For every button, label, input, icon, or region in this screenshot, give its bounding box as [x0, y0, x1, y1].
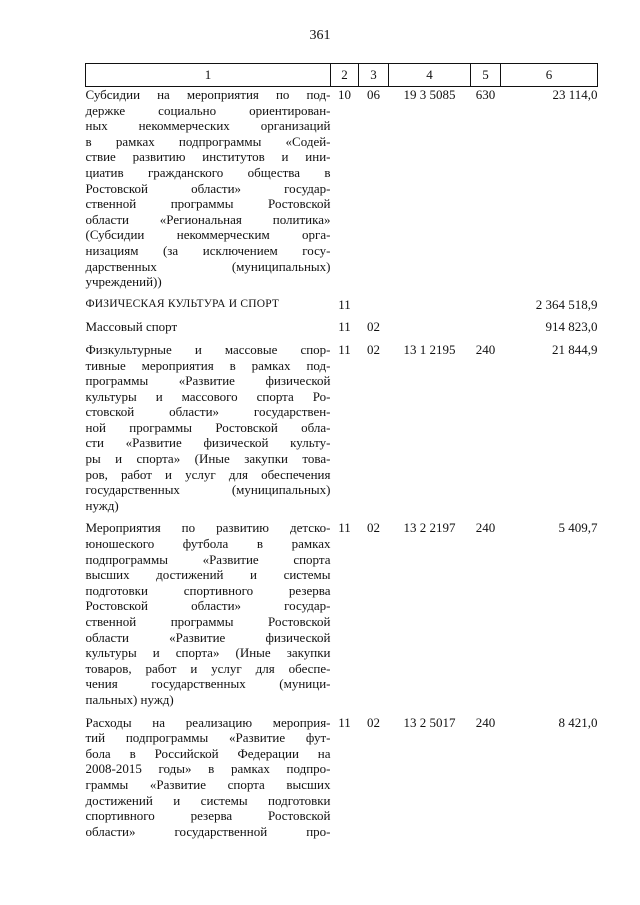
page-number: 361 [309, 28, 331, 43]
header-col-6: 6 [501, 64, 598, 87]
description-line: спортивного резерва Ростовской [85, 808, 331, 824]
table-header-row [86, 64, 598, 87]
table-row [86, 87, 598, 297]
description-line: ствие развитию институтов и ини- [85, 149, 331, 165]
table-row [86, 319, 598, 342]
description-line: учреждений)) [85, 274, 162, 290]
description-line: высших достижений и системы [85, 567, 331, 583]
description-line: циатив гражданского общества в [85, 164, 331, 180]
description-line: культуры и массового спорта Ро- [85, 388, 331, 404]
budget-table [85, 63, 598, 846]
table-row [86, 520, 598, 714]
row-description [86, 319, 331, 342]
subsection-code: 02 [367, 520, 380, 536]
table-body [86, 87, 598, 847]
description-line: достижений и системы подготовки [85, 792, 331, 808]
description-line: ФИЗИЧЕСКАЯ КУЛЬТУРА И СПОРТ [85, 297, 280, 310]
description-line: подпрограммы «Развитие спорта [85, 551, 331, 567]
amount: 2 364 518,9 [535, 296, 598, 312]
description-line: держке социально ориентирован- [85, 102, 331, 118]
description-line: товаров, работ и услуг для обеспе- [85, 660, 331, 676]
description-line: культуры и спорта» (Иные закупки [85, 645, 331, 661]
description-line: ственной программы Ростовской [85, 196, 331, 212]
description-line: нужд) [85, 497, 119, 513]
description-line: подготовки спортивного резерва [85, 582, 331, 598]
description-line: Ростовской области» государ- [85, 598, 331, 614]
description-line: тивные мероприятия в рамках под- [85, 357, 331, 373]
target-article-code: 13 2 2197 [403, 520, 456, 536]
target-article-code: 13 1 2195 [403, 341, 456, 357]
description-line: тий подпрограммы «Развитие фут- [85, 730, 331, 746]
description-line: бола в Российской Федерации на [85, 745, 331, 761]
target-article-code: 13 2 5017 [403, 714, 456, 730]
description-line: Субсидии на мероприятия по под- [85, 87, 331, 102]
description-line: области» государственной про- [85, 823, 331, 839]
row-description [86, 520, 331, 714]
amount: 8 421,0 [558, 714, 598, 730]
description-line: ры и спорта» (Иные закупки това- [85, 451, 331, 467]
amount: 23 114,0 [552, 87, 598, 102]
description-line: области «Развитие физической [85, 629, 331, 645]
description-line: (Субсидии некоммерческим орга- [85, 227, 331, 243]
target-article-code [389, 319, 471, 342]
expense-type-code: 240 [475, 714, 496, 730]
amount: 5 409,7 [558, 520, 598, 536]
row-description [86, 342, 331, 521]
description-line: юношеского футбола в рамках [85, 536, 331, 552]
header-col-2: 2 [331, 64, 359, 87]
description-line: в рамках подпрограммы «Содей- [85, 133, 331, 149]
target-article-code [389, 297, 471, 320]
subsection-code: 02 [367, 319, 380, 335]
header-col-1: 1 [86, 64, 331, 87]
description-line: ной программы Ростовской обла- [85, 419, 331, 435]
description-line: государственных (муниципальных) [85, 482, 331, 498]
section-code: 11 [338, 714, 351, 730]
header-col-3: 3 [359, 64, 389, 87]
expense-type-code: 630 [475, 87, 496, 102]
description-line: Расходы на реализацию мероприя- [85, 714, 331, 730]
subsection-code: 02 [367, 341, 380, 357]
subsection-code [359, 297, 389, 320]
subsection-code: 06 [367, 87, 380, 102]
table-row [86, 342, 598, 521]
row-description [86, 297, 331, 320]
description-line: чения государственных (муници- [85, 676, 331, 692]
section-code: 11 [338, 319, 351, 335]
description-line: ственной программы Ростовской [85, 614, 331, 629]
subsection-code: 02 [367, 714, 380, 730]
section-code: 10 [338, 87, 351, 102]
expense-type-code: 240 [475, 341, 496, 357]
description-line: области «Региональная политика» [85, 211, 331, 227]
expense-type-code: 240 [475, 520, 496, 536]
section-code: 11 [338, 341, 351, 357]
description-line: Массовый спорт [85, 319, 178, 335]
amount: 914 823,0 [545, 319, 598, 335]
row-description [86, 715, 331, 847]
section-code: 11 [338, 520, 351, 536]
header-col-5: 5 [471, 64, 501, 87]
description-line: стовской области» государствен- [85, 404, 331, 420]
description-line: сти «Развитие физической культу- [85, 435, 331, 451]
description-line: Физкультурные и массовые спор- [85, 341, 331, 357]
description-line: ных некоммерческих организаций [85, 118, 331, 134]
expense-type-code [471, 319, 501, 342]
description-line: Ростовской области» государ- [85, 180, 331, 196]
description-line: граммы «Развитие спорта высших [85, 776, 331, 792]
row-description [86, 87, 331, 297]
amount: 21 844,9 [552, 341, 598, 357]
table-row [86, 715, 598, 847]
table-row [86, 297, 598, 320]
section-code: 11 [338, 296, 351, 312]
header-col-4: 4 [389, 64, 471, 87]
expense-type-code [471, 297, 501, 320]
description-line: дарственных (муниципальных) [85, 258, 331, 274]
description-line: ров, работ и услуг для обеспечения [85, 466, 331, 482]
target-article-code: 19 3 5085 [403, 87, 456, 102]
description-line: Мероприятия по развитию детско- [85, 520, 331, 536]
description-line: 2008-2015 годы» в рамках подпро- [85, 761, 331, 777]
description-line: низациям (за исключением госу- [85, 242, 331, 258]
description-line: пальных) нужд) [85, 691, 174, 707]
description-line: программы «Развитие физической [85, 373, 331, 389]
